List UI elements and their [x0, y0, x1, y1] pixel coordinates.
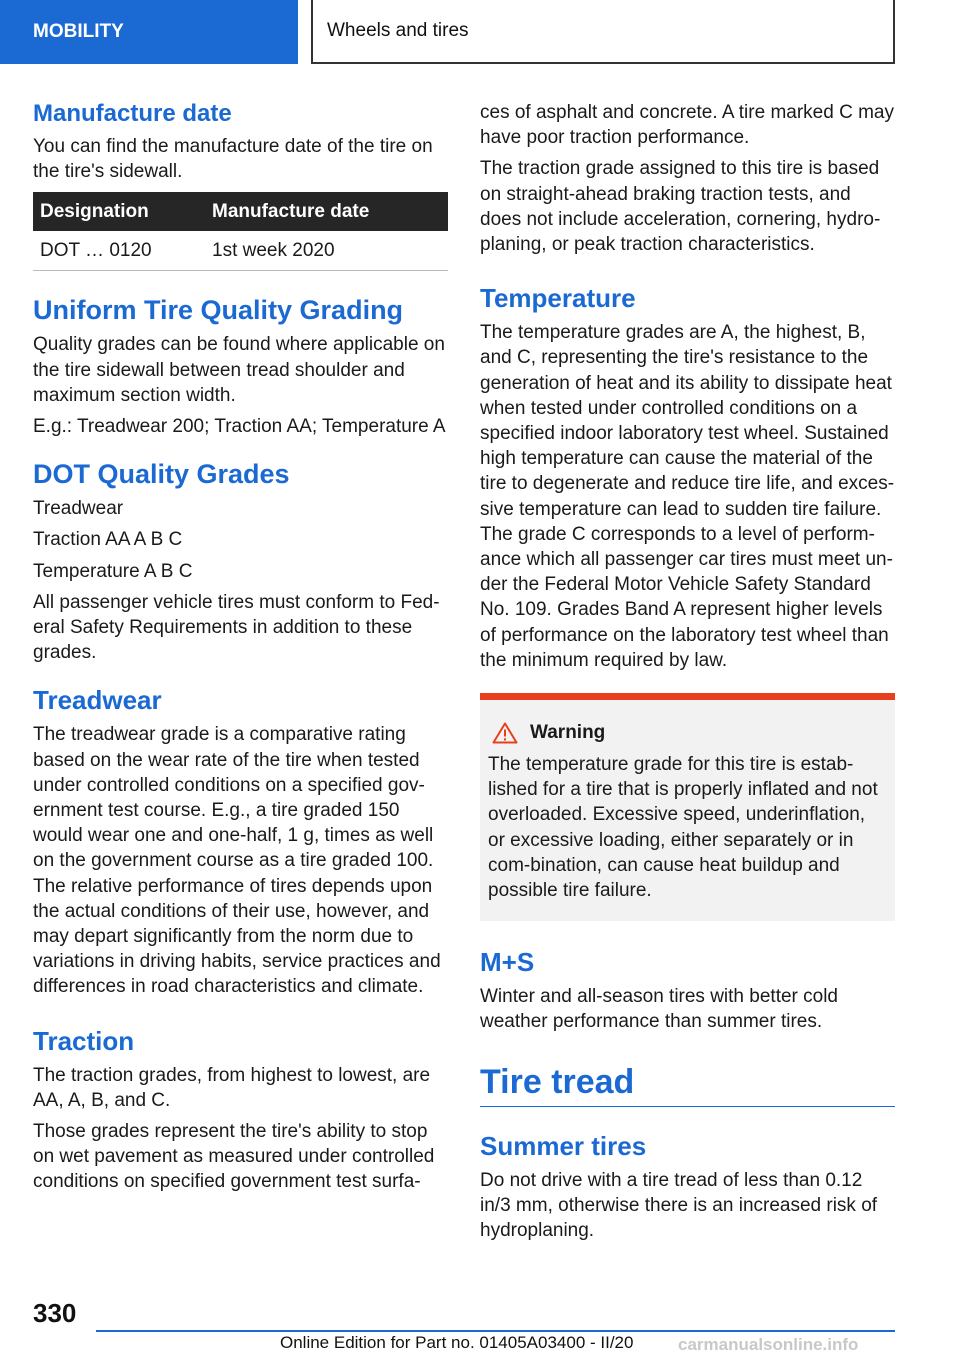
ms-heading: M+S — [480, 947, 535, 978]
dot-text-1: Treadwear — [33, 498, 124, 520]
traction-continued-2: The traction grade assigned to this tire is based on straight-ahead braking traction tests, and does not include acceleration, cornering, hydro‐planing, or peak traction characteristics. — [480, 158, 881, 256]
chapter-title: Wheels and tires — [327, 20, 469, 41]
footer-divider — [96, 1330, 895, 1332]
section-tab — [0, 0, 298, 64]
temperature-text: The temperature grades are A, the highest, B, and C, representing the tire's resistance to the generation of heat and its ability to dissipate heat when tested under controlled conditions on a specified indoor laboratory test wheel. Sustained high temperature can cause the material of the tire to degenerate and reduce tire life, and exces‐sive temperature can lead to sudden tire failure. The grade C corresponds to a level of perform‐ance which all passenger car tires must meet un‐der the Federal Motor Vehicle Safety Standard No. 109. Grades Band A represent higher levels of performance on the laboratory test wheel than the minimum required by law. — [480, 322, 895, 671]
utqg-text-2: E.g.: Treadwear 200; Traction AA; Temperature A — [33, 416, 446, 438]
summer-tires-text: Do not drive with a tire tread of less than 0.12 in/3 mm, otherwise there is an increased risk of hydroplaning. — [480, 1169, 878, 1242]
table-header-row — [33, 192, 448, 231]
warning-text: The temperature grade for this tire is estab‐lished for a tire that is properly inflated and not overloaded. Excessive speed, underinflation, or excessive loading, either separately or in com‐bination, can cause heat buildup and possible tire failure. — [488, 754, 878, 902]
dot-text-4: All passenger vehicle tires must conform to Fed‐eral Safety Requirements in addition to these grades. — [33, 591, 440, 664]
treadwear-text: The treadwear grade is a comparative rating based on the wear rate of the tire when tested under controlled conditions on a specified gov‐ernment test course. E.g., a tire graded 150 would wear one and one-half, 1 g, times as well on the government course as a tire graded 100. The relative performance of tires depends upon the actual conditions of their use, however, and may depart significantly from the norm due to variations in driving habits, service practices and differences in road characteristics and climate. — [33, 724, 441, 998]
ms-text: Winter and all-season tires with better cold weather performance than summer tires. — [480, 986, 838, 1033]
traction-text-2: Those grades represent the tire's ability to stop on wet pavement as measured under controlled conditions on specified government test surfa‐ — [33, 1121, 435, 1193]
table-header-designation: Designation — [33, 192, 205, 231]
utqg-heading: Uniform Tire Quality Grading — [33, 295, 404, 326]
dot-heading: DOT Quality Grades — [33, 459, 290, 490]
dot-text-3: Temperature A B C — [33, 560, 193, 582]
chapter-tab — [311, 0, 895, 64]
table-cell-date: 1st week 2020 — [205, 231, 448, 271]
temperature-heading: Temperature — [480, 283, 636, 314]
warning-triangle-icon — [492, 722, 518, 744]
edition-text: Online Edition for Part no. 01405A03400 - II/20 — [280, 1333, 634, 1352]
table-header-manufacture-date: Manufacture date — [205, 192, 448, 231]
manufacture-date-text: You can find the manufacture date of the tire on the tire's sidewall. — [33, 136, 433, 183]
manufacture-date-heading: Manufacture date — [33, 100, 232, 127]
right-column — [480, 100, 895, 1249]
tire-tread-heading: Tire tread — [480, 1063, 895, 1107]
traction-continued-1: ces of asphalt and concrete. A tire marked C may have poor traction performance. — [480, 102, 894, 149]
left-column — [33, 100, 448, 1201]
watermark: carmanualsonline.info — [678, 1335, 859, 1354]
section-title: MOBILITY — [33, 21, 124, 42]
table-cell-designation: DOT … 0120 — [33, 231, 205, 271]
warning-box — [480, 693, 895, 921]
warning-header — [488, 722, 887, 744]
treadwear-heading: Treadwear — [33, 685, 162, 716]
utqg-text-1: Quality grades can be found where applicable on the tire sidewall between tread shoulder and maximum section width. — [33, 334, 445, 406]
table-row — [33, 231, 448, 271]
warning-title: Warning — [530, 722, 606, 744]
traction-heading: Traction — [33, 1025, 135, 1056]
summer-tires-heading: Summer tires — [480, 1130, 647, 1161]
traction-text-1: The traction grades, from highest to lowest, are AA, A, B, and C. — [33, 1064, 431, 1111]
dot-text-2: Traction AA A B C — [33, 529, 183, 551]
manufacture-date-table — [33, 192, 448, 271]
page-number: 330 — [33, 1298, 77, 1328]
